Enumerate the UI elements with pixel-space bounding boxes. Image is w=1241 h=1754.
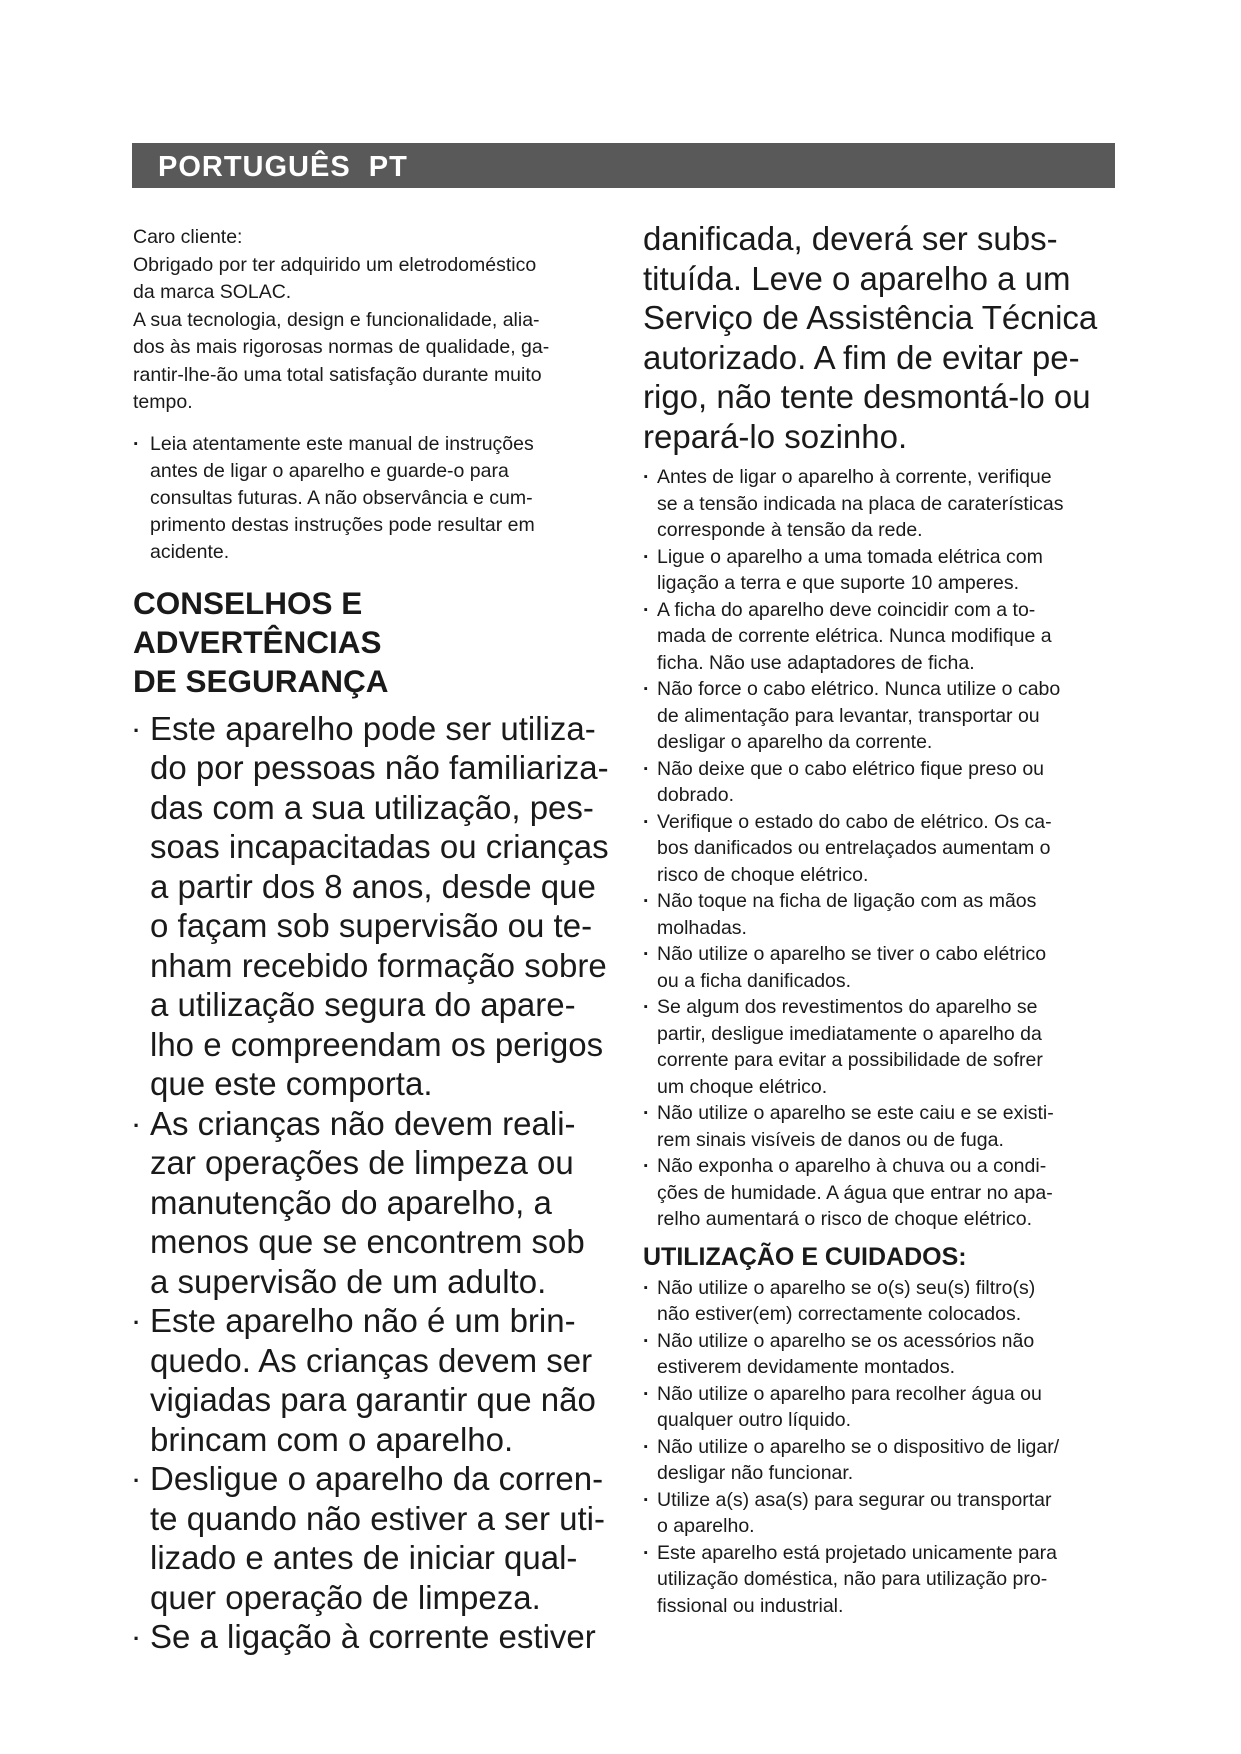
list-item	[133, 1617, 611, 1657]
list-item	[643, 1100, 1123, 1153]
text-line: ções de humidade. A água que entrar no apa-	[657, 1181, 1053, 1204]
intro-paragraph-1	[133, 252, 611, 307]
text-line: mada de corrente elétrica. Nunca modifique a	[657, 625, 1052, 647]
title-line: DE SEGURANÇA	[133, 662, 389, 699]
intro-line: Obrigado por ter adquirido um eletrodoméstico	[133, 253, 537, 276]
text-line: qualquer outro líquido.	[657, 1409, 852, 1431]
text-line: quer operação de limpeza.	[150, 1578, 541, 1616]
text-line: de alimentação para levantar, transportar ou	[657, 704, 1040, 727]
text-line: utilização doméstica, não para utilização pro-	[657, 1568, 1048, 1590]
intro-line: tempo.	[133, 391, 193, 413]
text-line: tituída. Leve o aparelho a um	[643, 259, 1071, 297]
text-line: não estiver(em) correctamente colocados.	[657, 1303, 1022, 1325]
text-line: das com a sua utilização, pes-	[150, 788, 594, 826]
usage-section-title: UTILIZAÇÃO E CUIDADOS:	[643, 1242, 967, 1271]
language-header-title: PORTUGUÊS PT	[158, 151, 408, 183]
list-item	[643, 544, 1123, 597]
list-item	[643, 756, 1123, 809]
title-line: ADVERTÊNCIAS	[133, 623, 382, 660]
text-line: primento destas instruções pode resultar em	[150, 513, 535, 536]
list-item	[643, 1381, 1123, 1434]
text-line: a partir dos 8 anos, desde que	[150, 867, 596, 905]
text-line: um choque elétrico.	[657, 1075, 828, 1098]
usage-bullet-list	[643, 1275, 1123, 1620]
list-item	[643, 1487, 1123, 1540]
list-item	[643, 1328, 1123, 1381]
intro-line: A sua tecnologia, design e funcionalidade, alia-	[133, 308, 540, 331]
list-item	[643, 1153, 1123, 1233]
text-line: lho e compreendam os perigos	[150, 1025, 604, 1063]
safety-section-title	[133, 584, 611, 701]
list-item	[643, 1275, 1123, 1328]
left-small-bullet-list	[133, 431, 611, 566]
text-line: estiverem devidamente montados.	[657, 1356, 956, 1378]
text-line: repará-lo sozinho.	[643, 417, 908, 455]
list-item	[133, 1104, 611, 1302]
list-item	[643, 888, 1123, 941]
text-line: · Não utilize o aparelho se os acessórios não	[657, 1329, 1035, 1352]
text-line: fissional ou industrial.	[657, 1594, 844, 1617]
text-line: do por pessoas não familiariza-	[150, 749, 609, 786]
text-line: te quando não estiver a ser uti-	[150, 1499, 605, 1537]
greeting: Caro cliente:	[133, 226, 243, 248]
list-item	[643, 809, 1123, 889]
text-line: · As crianças não devem reali-	[150, 1104, 576, 1142]
text-line: · Verifique o estado do cabo de elétrico. Os ca-	[657, 810, 1052, 833]
intro-line: dos às mais rigorosas normas de qualidade, ga-	[133, 336, 550, 358]
text-line: antes de ligar o aparelho e guarde-o para	[150, 459, 509, 482]
list-item	[133, 431, 611, 566]
list-item	[133, 1301, 611, 1459]
text-line: · Ligue o aparelho a uma tomada elétrica com	[657, 545, 1043, 568]
list-item	[643, 1434, 1123, 1487]
text-line: se a tensão indicada na placa de caraterísticas	[657, 492, 1064, 515]
text-line: · Não toque na ficha de ligação com as mãos	[657, 890, 1037, 912]
text-line: · Se a ligação à corrente estiver	[150, 1618, 596, 1655]
text-line: que este comporta.	[150, 1065, 433, 1102]
text-line: brincam com o aparelho.	[150, 1420, 514, 1458]
text-line: · Não utilize o aparelho se este caiu e se existi-	[657, 1102, 1054, 1124]
text-line: · Não deixe que o cabo elétrico fique preso ou	[657, 757, 1045, 780]
text-line: corrente para evitar a possibilidade de sofrer	[657, 1049, 1043, 1071]
text-line: desligar o aparelho da corrente.	[657, 731, 933, 753]
text-line: manutenção do aparelho, a	[150, 1183, 552, 1221]
intro-line: rantir-lhe-ão uma total satisfação durante muito	[133, 363, 542, 386]
list-item	[643, 941, 1123, 994]
right-safety-bullet-list	[643, 464, 1123, 1233]
text-line: quedo. As crianças devem ser	[150, 1341, 593, 1379]
text-line: ligação a terra e que suporte 10 amperes.	[657, 572, 1020, 594]
text-line: ficha. Não use adaptadores de ficha.	[657, 651, 975, 674]
text-line: · Utilize a(s) asa(s) para segurar ou transportar	[657, 1488, 1052, 1511]
language-header-bar	[132, 143, 1115, 188]
text-line: · Não exponha o aparelho à chuva ou a condi-	[657, 1155, 1047, 1177]
list-item	[643, 597, 1123, 677]
intro-line: da marca SOLAC.	[133, 281, 292, 303]
text-line: nham recebido formação sobre	[150, 946, 607, 984]
text-line: · Este aparelho não é um brin-	[150, 1302, 576, 1339]
text-line: o aparelho.	[657, 1515, 755, 1537]
text-line: · Não utilize o aparelho se o dispositivo de ligar/	[657, 1435, 1060, 1458]
text-line: ou a ficha danificados.	[657, 969, 852, 992]
text-line: · Desligue o aparelho da corren-	[150, 1460, 604, 1497]
text-line: menos que se encontrem sob	[150, 1223, 585, 1260]
text-line: rem sinais visíveis de danos ou de fuga.	[657, 1128, 1004, 1151]
text-line: partir, desligue imediatamente o aparelho da	[657, 1022, 1042, 1045]
text-line: soas incapacitadas ou crianças	[150, 828, 609, 865]
continuation-paragraph	[643, 219, 1123, 456]
text-line: acidente.	[150, 540, 230, 563]
left-column	[133, 224, 611, 1657]
text-line: a supervisão de um adulto.	[150, 1262, 547, 1300]
text-line: o façam sob supervisão ou te-	[150, 907, 593, 944]
text-line: Serviço de Assistência Técnica	[643, 299, 1098, 336]
text-line: · Não utilize o aparelho se tiver o cabo elétrico	[657, 943, 1047, 965]
text-line: consultas futuras. A não observância e cum-	[150, 486, 533, 509]
text-line: risco de choque elétrico.	[657, 863, 869, 886]
title-line: CONSELHOS E	[133, 584, 363, 621]
text-line: · Este aparelho pode ser utiliza-	[150, 709, 596, 747]
list-item	[643, 676, 1123, 756]
text-line: autorizado. A fim de evitar pe-	[643, 338, 1080, 376]
list-item	[643, 1540, 1123, 1620]
intro-text	[133, 224, 611, 417]
list-item	[643, 994, 1123, 1100]
text-line: relho aumentará o risco de choque elétrico.	[657, 1208, 1033, 1230]
text-line: · Antes de ligar o aparelho à corrente, verifique	[657, 466, 1052, 488]
text-line: bos danificados ou entrelaçados aumentam o	[657, 837, 1051, 859]
text-line: · Não force o cabo elétrico. Nunca utilize o cabo	[657, 678, 1061, 700]
list-item	[643, 464, 1123, 544]
list-item	[133, 709, 611, 1104]
right-column	[643, 219, 1123, 1619]
text-line: molhadas.	[657, 916, 747, 939]
text-line: · A ficha do aparelho deve coincidir com a to-	[657, 598, 1036, 621]
intro-paragraph-2	[133, 307, 611, 417]
text-line: corresponde à tensão da rede.	[657, 519, 923, 541]
list-item	[133, 1459, 611, 1617]
text-line: · Se algum dos revestimentos do aparelho se	[657, 996, 1038, 1018]
text-line: · Leia atentamente este manual de instruções	[150, 432, 534, 455]
text-line: dobrado.	[657, 784, 734, 806]
text-line: rigo, não tente desmontá-lo ou	[643, 378, 1091, 415]
text-line: a utilização segura do apare-	[150, 986, 576, 1023]
text-line: · Não utilize o aparelho se o(s) seu(s) filtro(s)	[657, 1276, 1036, 1299]
text-line: lizado e antes de iniciar qual-	[150, 1539, 578, 1576]
text-line: vigiadas para garantir que não	[150, 1381, 596, 1418]
safety-bullet-list	[133, 709, 611, 1657]
text-line: zar operações de limpeza ou	[150, 1144, 574, 1181]
text-line: danificada, deverá ser subs-	[643, 220, 1058, 257]
text-line: · Não utilize o aparelho para recolher água ou	[657, 1382, 1042, 1405]
text-line: desligar não funcionar.	[657, 1462, 854, 1484]
text-line: · Este aparelho está projetado unicamente para	[657, 1541, 1058, 1564]
